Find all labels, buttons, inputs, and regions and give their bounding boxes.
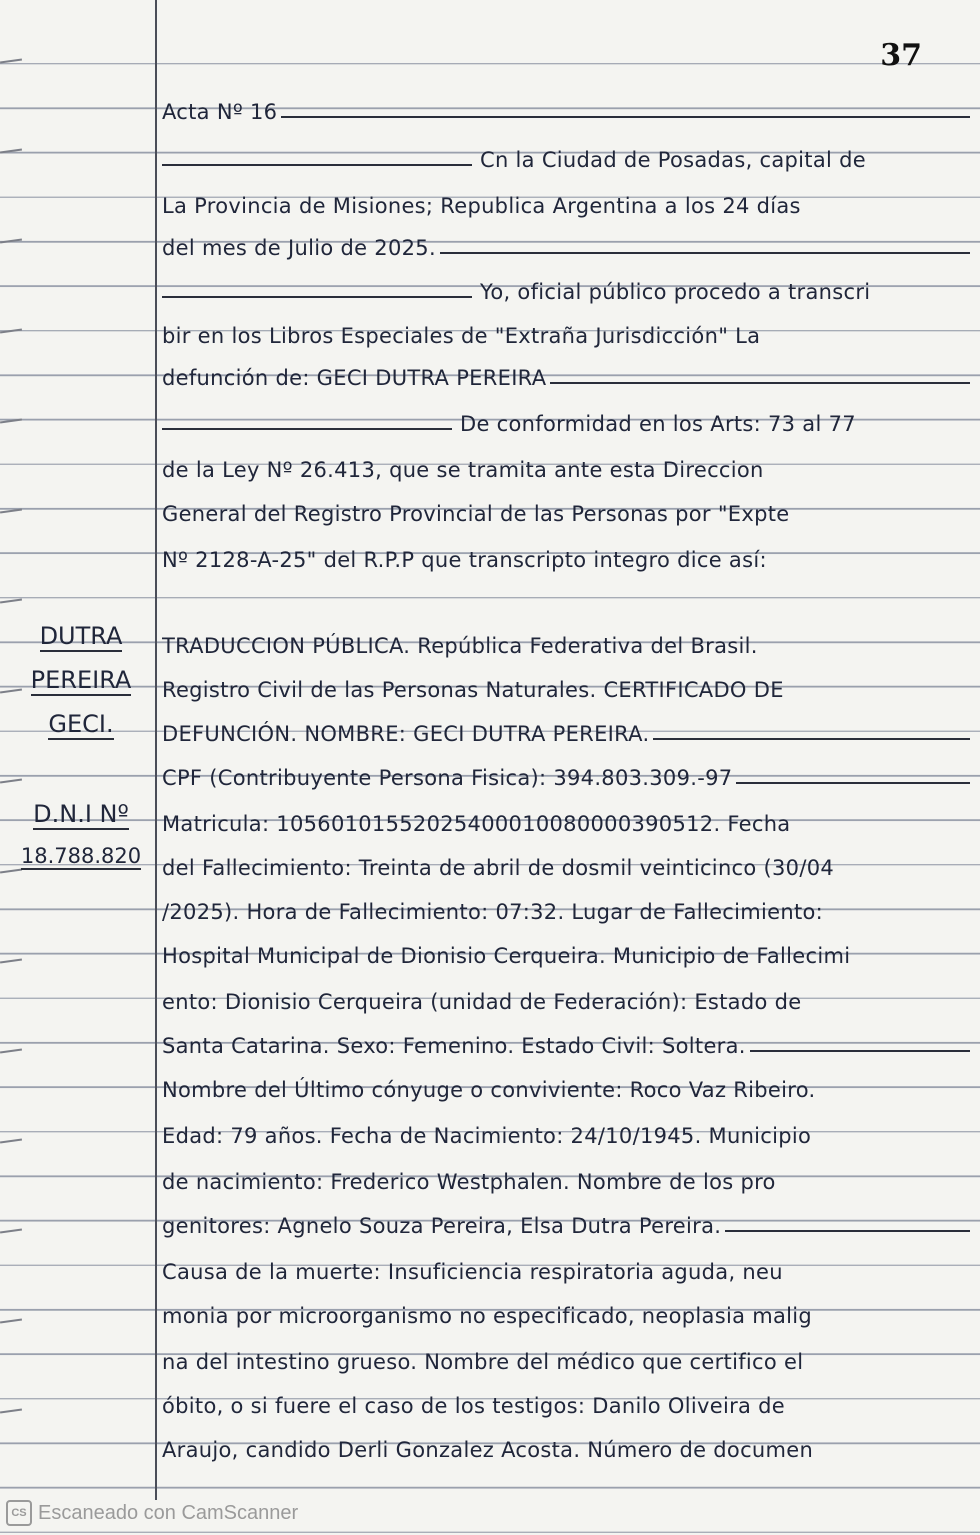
scanner-watermark — [6, 1500, 298, 1526]
line-text: bir en los Libros Especiales de "Extraña Jurisdicción" La — [162, 324, 761, 348]
line-text: del Fallecimiento: Treinta de abril de dosmil veinticinco (30/04 — [162, 856, 835, 880]
text-line — [162, 1026, 974, 1058]
acta-number: Acta Nº 16 — [162, 100, 278, 124]
margin-dni-label: D.N.I Nº — [33, 800, 129, 828]
text-line — [162, 936, 974, 968]
line-text: Nombre del Último cónyuge o conviviente: Roco Vaz Ribeiro. — [162, 1078, 816, 1102]
margin-tick — [0, 598, 22, 603]
margin-tick — [0, 58, 22, 63]
text-line — [162, 804, 974, 836]
line-text: La Provincia de Misiones; Republica Argentina a los 24 días — [162, 194, 801, 218]
line-text: /2025). Hora de Fallecimiento: 07:32. Lugar de Fallecimiento: — [162, 900, 824, 924]
text-line — [162, 1162, 974, 1194]
text-line — [162, 272, 974, 304]
text-line — [162, 316, 974, 348]
text-line — [162, 1206, 974, 1238]
line-text: DEFUNCIÓN. NOMBRE: GECI DUTRA PEREIRA. — [162, 722, 650, 746]
text-line — [162, 714, 974, 746]
line-text: monia por microorganismo no especificado, neoplasia malig — [162, 1304, 813, 1328]
line-text: de la Ley Nº 26.413, que se tramita ante esta Direccion — [162, 458, 764, 482]
line-text: Cn la Ciudad de Posadas, capital de — [480, 148, 866, 172]
page-number: 37 — [880, 38, 922, 73]
margin-tick — [0, 778, 22, 783]
margin-tick — [0, 868, 22, 873]
text-line — [162, 626, 974, 658]
text-line — [162, 670, 974, 702]
text-line — [162, 1430, 974, 1462]
text-line — [162, 1070, 974, 1102]
margin-tick — [0, 1048, 22, 1053]
fill-line — [550, 382, 970, 384]
margin-tick — [0, 1318, 22, 1323]
margin-surname: DUTRA — [39, 622, 123, 650]
line-text: Santa Catarina. Sexo: Femenino. Estado Civil: Soltera. — [162, 1034, 746, 1058]
acta-header — [162, 92, 974, 124]
text-line — [162, 1116, 974, 1148]
margin-tick — [0, 1138, 22, 1143]
text-line — [162, 404, 974, 436]
margin-tick — [0, 418, 22, 423]
margin-dni-number: 18.788.820 — [20, 844, 142, 868]
fill-line — [653, 738, 970, 740]
line-text: TRADUCCION PÚBLICA. República Federativa del Brasil. — [162, 634, 758, 658]
line-text: Yo, oficial público procedo a transcri — [480, 280, 871, 304]
margin-given-name: GECI. — [48, 710, 114, 738]
text-line — [162, 140, 974, 172]
margin-tick — [0, 1228, 22, 1233]
text-line — [162, 228, 974, 260]
margin-tick — [0, 1408, 22, 1413]
line-text: De conformidad en los Arts: 73 al 77 — [460, 412, 856, 436]
line-text: General del Registro Provincial de las Personas por "Expte — [162, 502, 790, 526]
text-line — [162, 1386, 974, 1418]
text-line — [162, 540, 974, 572]
text-line — [162, 982, 974, 1014]
margin-tick — [0, 148, 22, 153]
fill-line — [281, 116, 970, 118]
text-line — [162, 186, 974, 218]
line-text: ento: Dionisio Cerqueira (unidad de Federación): Estado de — [162, 990, 802, 1014]
line-text: Nº 2128-A-25" del R.P.P que transcripto integro dice así: — [162, 548, 767, 572]
lead-line — [162, 164, 472, 166]
fill-line — [736, 782, 970, 784]
camscanner-icon: CS — [6, 1500, 32, 1526]
line-text: Causa de la muerte: Insuficiencia respiratoria aguda, neu — [162, 1260, 783, 1284]
text-line — [162, 758, 974, 790]
line-text: Hospital Municipal de Dionisio Cerqueira. Municipio de Fallecimi — [162, 944, 851, 968]
line-text: defunción de: GECI DUTRA PEREIRA — [162, 366, 547, 390]
margin-tick — [0, 238, 22, 243]
line-text: de nacimiento: Frederico Westphalen. Nombre de los pro — [162, 1170, 776, 1194]
line-text: Registro Civil de las Personas Naturales. CERTIFICADO DE — [162, 678, 784, 702]
line-text: CPF (Contribuyente Persona Fisica): 394.803.309.-97 — [162, 766, 733, 790]
line-text: Matricula: 10560101552025400010080000390512. Fecha — [162, 812, 791, 836]
line-text: Araujo, candido Derli Gonzalez Acosta. Número de documen — [162, 1438, 814, 1462]
fill-line — [725, 1230, 970, 1232]
text-line — [162, 1296, 974, 1328]
text-line — [162, 1342, 974, 1374]
text-line — [162, 450, 974, 482]
line-text: óbito, o si fuere el caso de los testigos: Danilo Oliveira de — [162, 1394, 786, 1418]
text-line — [162, 358, 974, 390]
line-text: na del intestino grueso. Nombre del médico que certifico el — [162, 1350, 804, 1374]
scanner-text: Escaneado con CamScanner — [38, 1501, 299, 1524]
text-line — [162, 1252, 974, 1284]
text-line — [162, 892, 974, 924]
margin-tick — [0, 958, 22, 963]
line-text: Edad: 79 años. Fecha de Nacimiento: 24/10/1945. Municipio — [162, 1124, 812, 1148]
fill-line — [750, 1050, 970, 1052]
line-text: del mes de Julio de 2025. — [162, 236, 436, 260]
text-line — [162, 494, 974, 526]
lead-line — [162, 296, 472, 298]
fill-line — [440, 252, 970, 254]
line-text: genitores: Agnelo Souza Pereira, Elsa Dutra Pereira. — [162, 1214, 722, 1238]
margin-rule — [155, 0, 157, 1500]
lead-line — [162, 428, 452, 430]
text-line — [162, 848, 974, 880]
margin-surname-2: PEREIRA — [30, 666, 132, 694]
margin-tick — [0, 328, 22, 333]
margin-tick — [0, 508, 22, 513]
